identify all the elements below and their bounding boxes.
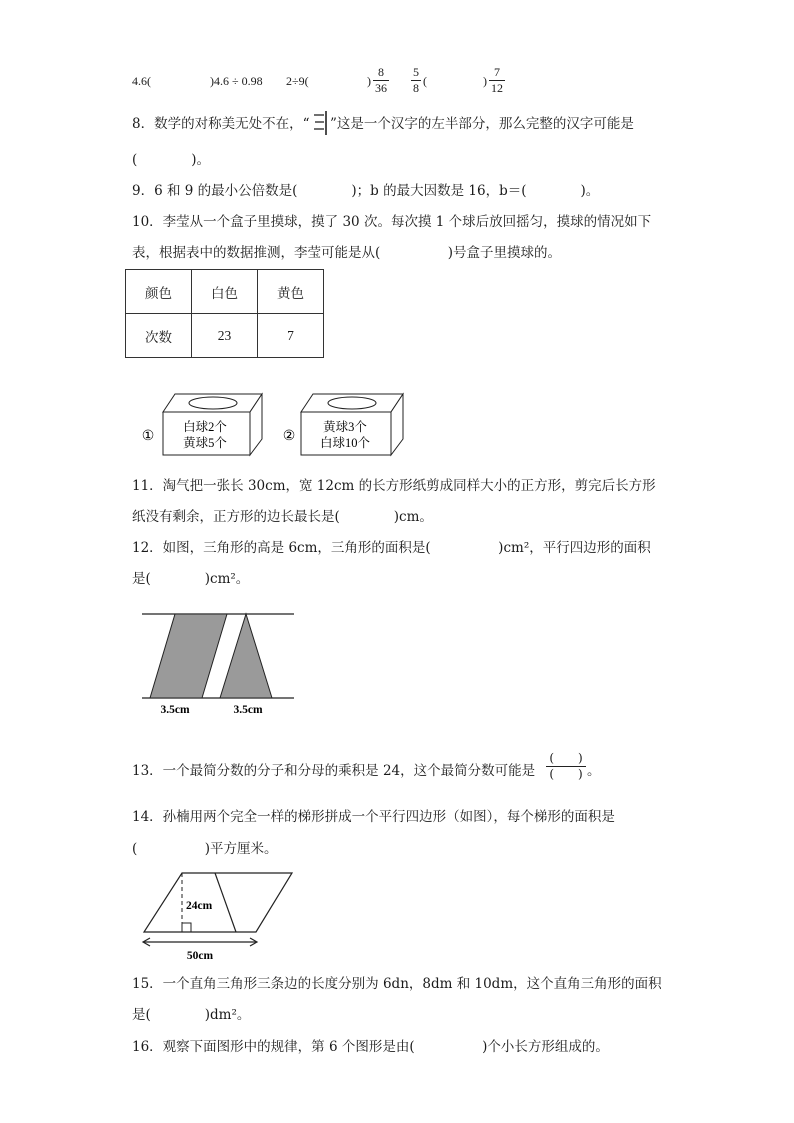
q7-text-b: )4.6 ÷ 0.98 <box>210 74 263 88</box>
q10-line1: 10．李莹从一个盒子里摸球，摸了 30 次。每次摸 1 个球后放回摇匀，摸球的情况如下 <box>132 214 652 230</box>
table-header-cell: 黄色 <box>258 270 324 314</box>
triangle-shape <box>220 614 272 698</box>
q9-line1: 9．6 和 9 的最小公倍数是( )；b 的最大因数是 16，b＝( )。 <box>132 183 600 199</box>
q8-line1-a: 8．数学的对称美无处不在，“ <box>132 116 310 132</box>
box-1-label: ① <box>141 429 155 444</box>
q13-end: 。 <box>587 763 601 779</box>
box-2-line2: 白球10个 <box>319 436 371 450</box>
box-1 <box>142 394 262 455</box>
parallelogram-shape <box>150 614 227 698</box>
q8-line1-b: ”这是一个汉字的左半部分，那么完整的汉字可能是 <box>330 116 634 132</box>
q7-text-d: ) <box>367 74 371 88</box>
trapezoid-parallelogram-figure <box>138 868 298 963</box>
base-label: 50cm <box>186 950 214 962</box>
ball-count-table <box>125 269 324 358</box>
table-cell: 次数 <box>126 314 192 358</box>
ball-boxes-figure <box>135 390 415 460</box>
q12-line1: 12．如图，三角形的高是 6cm，三角形的面积是( )cm²，平行四边形的面积 <box>132 540 651 556</box>
table-header-cell: 白色 <box>192 270 258 314</box>
box-1-line1: 白球2个 <box>183 420 227 434</box>
answer-fraction-blank[interactable]: ( ) ( ) <box>546 752 586 781</box>
triangle-base-label: 3.5cm <box>233 704 263 716</box>
height-label: 24cm <box>186 900 213 912</box>
table-cell: 23 <box>192 314 258 358</box>
q7-text-c: 2÷9( <box>286 74 309 88</box>
q11-line1: 11．淘气把一张长 30cm，宽 12cm 的长方形纸剪成同样大小的正方形，剪完后长方形 <box>132 478 656 494</box>
parallelogram-triangle-figure <box>140 608 300 720</box>
fraction-5-8: 5 8 <box>413 65 419 95</box>
table-header-cell: 颜色 <box>126 270 192 314</box>
q11-line2: 纸没有剩余，正方形的边长最长是( )cm。 <box>132 509 433 525</box>
q14-line2: ( )平方厘米。 <box>132 841 278 857</box>
q15-line1: 15．一个直角三角形三条边的长度分别为 6dn，8dm 和 10dm，这个直角三角形的面积 <box>132 976 662 992</box>
q16-line1: 16．观察下面图形中的规律，第 6 个图形是由( )个小长方形组成的。 <box>132 1039 609 1055</box>
fraction-8-36: 8 36 <box>375 65 387 95</box>
q7-text-e: ( <box>423 74 427 88</box>
table-row <box>126 270 324 314</box>
half-character-glyph <box>312 110 330 136</box>
q10-line2: 表，根据表中的数据推测，李莹可能是从( )号盒子里摸球的。 <box>132 245 562 261</box>
fraction-7-12: 7 12 <box>491 65 503 95</box>
box-2-label: ② <box>282 429 296 444</box>
box-2-line1: 黄球3个 <box>323 420 367 434</box>
parallelogram-base-label: 3.5cm <box>160 704 190 716</box>
q13-line1: 13．一个最简分数的分子和分母的乘积是 24，这个最简分数可能是 <box>132 763 536 779</box>
q7-text-f: ) <box>483 74 487 88</box>
box-1-line2: 黄球5个 <box>183 436 227 450</box>
q12-line2: 是( )cm²。 <box>132 571 250 587</box>
q7-text-a: 4.6( <box>132 74 151 88</box>
table-row <box>126 314 324 358</box>
table-cell: 7 <box>258 314 324 358</box>
q14-line1: 14．孙楠用两个完全一样的梯形拼成一个平行四边形（如图），每个梯形的面积是 <box>132 809 615 825</box>
q15-line2: 是( )dm²。 <box>132 1007 251 1023</box>
q8-line2: ( )。 <box>132 152 211 168</box>
box-2 <box>283 394 403 455</box>
